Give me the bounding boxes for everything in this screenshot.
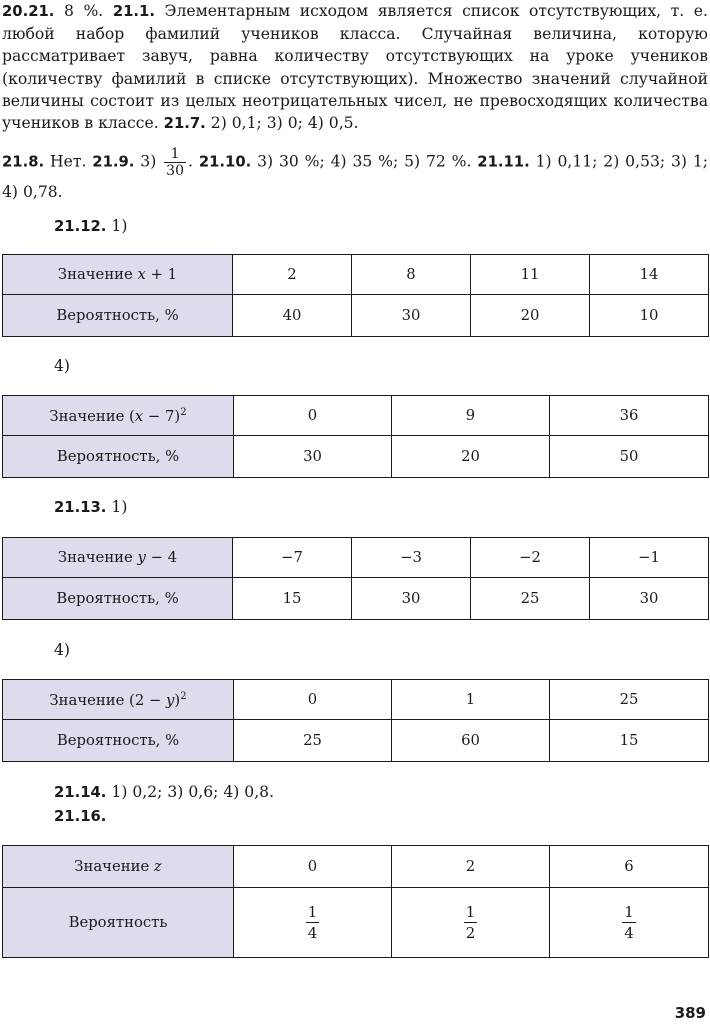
fraction	[164, 146, 186, 179]
fraction	[464, 902, 478, 943]
row-header-probability: Вероятность	[3, 888, 234, 958]
table-cell: 25	[471, 578, 590, 620]
table-cell	[392, 888, 550, 958]
table-cell: 40	[233, 295, 352, 337]
answer-text: 2) 0,1; 3) 0; 4) 0,5.	[205, 114, 359, 133]
table-cell: 60	[392, 720, 550, 762]
answer-text: Элементарным исходом является список отсутствующих, т. е. любой набор фамилий учеников класса. Случайная величина, которую рассматривает завуч, равна количеству отсутствующих на уроке учеников (количеству фамилий в списке отсутствующих). Множество значений случайной величины состоит из целых неотрицательных чисел, не превосходящих количества учеников в классе.	[2, 2, 708, 133]
answer-text: 8 %.	[54, 2, 113, 20]
distribution-table-x-plus-1	[2, 254, 709, 337]
answer-number: 21.11.	[477, 153, 530, 171]
row-header-probability: Вероятность, %	[3, 295, 233, 337]
row-header-value: Значение x + 1	[3, 255, 233, 295]
fraction-denominator: 30	[166, 163, 184, 179]
table-cell: −3	[352, 538, 471, 578]
answer-number: 20.21.	[2, 3, 55, 20]
row-header-probability: Вероятность, %	[3, 720, 234, 762]
row-header-value: Значение $(x - 7)^2$	[3, 396, 234, 436]
answers-paragraph-2	[2, 146, 708, 205]
table-cell: 1	[392, 680, 550, 720]
fraction-denominator: 4	[624, 924, 634, 942]
table-cell: 30	[234, 436, 392, 478]
table-cell: −7	[233, 538, 352, 578]
section-label-21-13	[54, 497, 127, 518]
table-cell: 30	[590, 578, 709, 620]
table-cell: 9	[392, 396, 550, 436]
page-number: 389	[674, 1004, 706, 1022]
answer-number: 21.10.	[198, 153, 252, 171]
answer-number: 21.9.	[92, 153, 135, 171]
part-label-4: 4)	[54, 641, 71, 659]
table-cell: 2	[233, 255, 352, 295]
table-cell: 20	[392, 436, 550, 478]
table-cell: −2	[471, 538, 590, 578]
row-header-probability: Вероятность, %	[3, 578, 233, 620]
row-header-value: Значение $(2 - y)^2$	[3, 680, 234, 720]
answer-text: 1) 0,11; 2) 0,53; 3) 1; 4) 0,78.	[2, 152, 709, 201]
answer-text: 3)	[134, 152, 163, 171]
answer-number: 21.7.	[163, 115, 206, 133]
table-cell: 10	[590, 295, 709, 337]
answer-number: 21.8.	[2, 153, 45, 171]
table-cell: 25	[550, 680, 709, 720]
row-header-value: Значение y − 4	[3, 538, 233, 578]
table-cell: 0	[234, 396, 392, 436]
answer-text: 1) 0,2; 3) 0,6; 4) 0,8.	[106, 783, 275, 801]
answer-text: Нет.	[44, 152, 93, 171]
section-label-21-12	[54, 216, 127, 237]
fraction-numerator: 1	[624, 903, 634, 921]
table-cell	[234, 888, 392, 958]
table-cell: 36	[550, 396, 709, 436]
part-label: 1)	[106, 217, 128, 235]
answer-text: 3) 30 %; 4) 35 %; 5) 72 %.	[251, 152, 478, 171]
distribution-table-y-minus-4	[2, 537, 709, 620]
table-cell	[550, 888, 709, 958]
table-cell: 8	[352, 255, 471, 295]
answer-number: 21.14.	[54, 784, 107, 801]
table-cell: 20	[471, 295, 590, 337]
fraction-denominator: 2	[465, 924, 476, 942]
table-cell: 11	[471, 255, 590, 295]
table-cell: 30	[352, 578, 471, 620]
fraction-numerator: 1	[164, 146, 186, 163]
answer-number: 21.12.	[54, 218, 107, 235]
table-cell: 15	[233, 578, 352, 620]
section-label-21-14	[54, 782, 274, 803]
table-cell: 50	[550, 436, 709, 478]
table-cell: −1	[590, 538, 709, 578]
row-header-value: Значение z	[3, 846, 234, 888]
part-label: 1)	[106, 498, 128, 516]
table-cell: 14	[590, 255, 709, 295]
table-cell: 2	[392, 846, 550, 888]
answer-text: .	[187, 152, 199, 171]
fraction	[622, 902, 636, 943]
part-label-4: 4)	[54, 357, 71, 375]
answer-number: 21.16.	[54, 808, 107, 825]
fraction-numerator: 1	[465, 903, 476, 921]
table-cell: 25	[234, 720, 392, 762]
fraction	[306, 902, 320, 943]
distribution-table-z	[2, 845, 709, 958]
table-cell: 15	[550, 720, 709, 762]
fraction-denominator: 4	[307, 924, 318, 942]
table-cell: 0	[234, 846, 392, 888]
table-cell: 6	[550, 846, 709, 888]
distribution-table-2-minus-y-squared	[2, 679, 709, 762]
table-cell: 30	[352, 295, 471, 337]
fraction-numerator: 1	[307, 903, 318, 921]
answer-number: 21.13.	[54, 499, 107, 516]
table-cell: 0	[234, 680, 392, 720]
section-label-21-16	[54, 806, 106, 827]
row-header-probability: Вероятность, %	[3, 436, 234, 478]
answers-paragraph-1	[2, 0, 708, 135]
answer-number: 21.1.	[112, 3, 155, 20]
distribution-table-x-minus-7-squared	[2, 395, 709, 478]
